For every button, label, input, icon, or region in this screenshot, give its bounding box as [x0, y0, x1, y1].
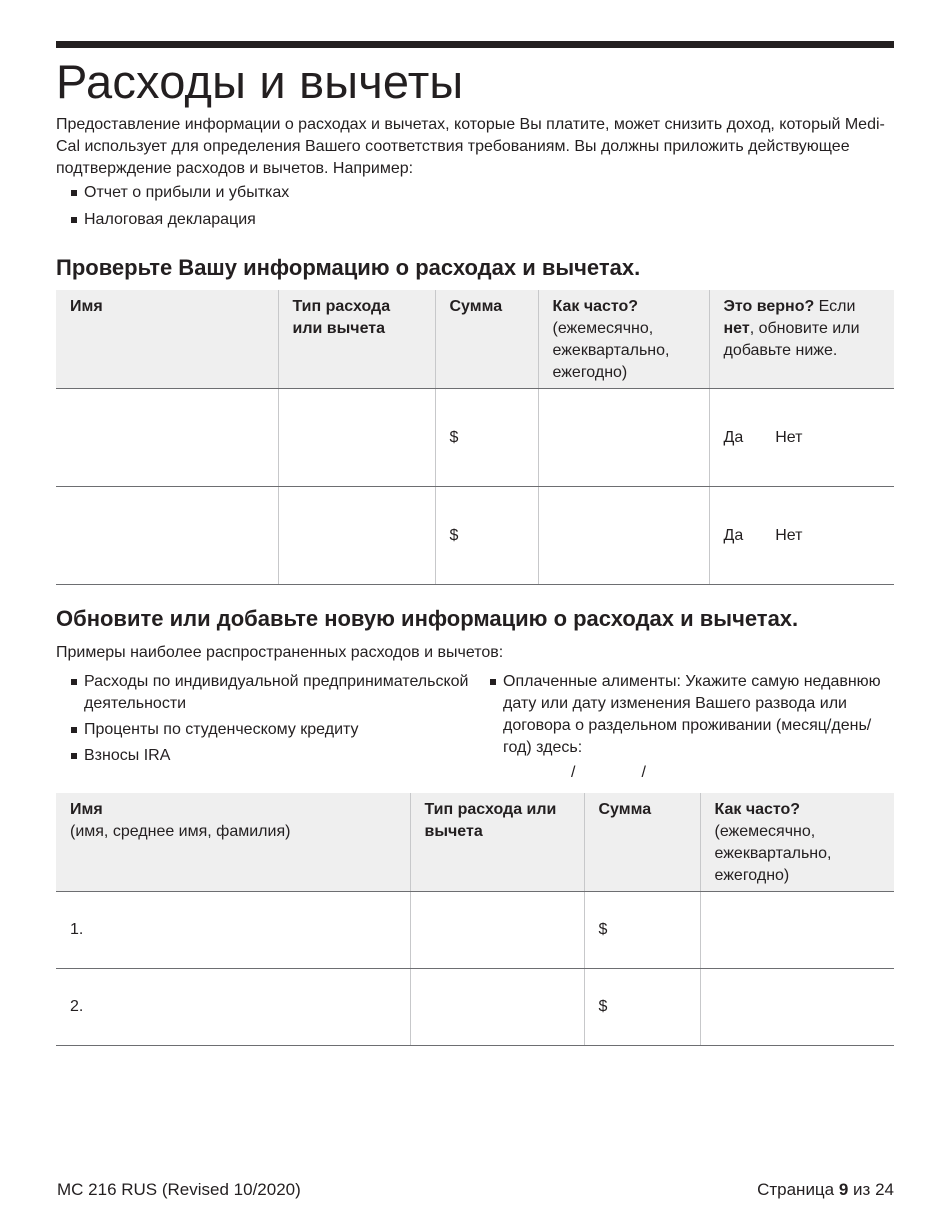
examples-intro: Примеры наиболее распространенных расходов и вычетов: [56, 644, 504, 661]
col-frequency: Как часто? (ежемесячно, ежеквартально, ежегодно) [700, 793, 894, 892]
type-cell[interactable] [410, 969, 584, 1046]
correct-cell [709, 389, 894, 487]
example-item: Оплаченные алименты: Укажите самую недавнюю дату или дату изменения Вашего развода или договора о раздельном проживании (месяц/день/год) здесь: [489, 671, 894, 759]
frequency-cell[interactable] [538, 487, 709, 585]
currency-symbol: $ [598, 921, 608, 938]
col-name: Имя (имя, среднее имя, фамилия) [56, 793, 410, 892]
intro-paragraph: Предоставление информации о расходах и вычетах, которые Вы платите, может снизить доход, который Medi-Cal использует для определения Вашего соответствия требованиям. Вы должны приложить действующее подтверждение расходов и вычетов. Например: [56, 116, 885, 177]
col-name: Имя [56, 290, 278, 389]
yes-option[interactable]: Да [723, 428, 744, 446]
example-item: Расходы по индивидуальной предпринимательской деятельности [70, 671, 470, 715]
currency-symbol: $ [598, 998, 608, 1015]
currency-symbol: $ [449, 526, 459, 544]
intro-bullet: Отчет о прибыли и убытках [70, 182, 570, 204]
row-number: 2. [70, 998, 84, 1015]
frequency-cell[interactable] [700, 969, 894, 1046]
form-id: MC 216 RUS (Revised 10/2020) [57, 1180, 301, 1199]
example-item: Взносы IRA [70, 745, 470, 767]
date-separator: / [571, 764, 576, 781]
review-table [56, 290, 894, 585]
type-cell[interactable] [278, 487, 435, 585]
amount-cell[interactable] [584, 892, 700, 969]
table-row [56, 892, 894, 969]
col-amount: Сумма [435, 290, 538, 389]
currency-symbol: $ [449, 428, 459, 446]
table-row [56, 969, 894, 1046]
page-title: Расходы и вычеты [56, 55, 464, 108]
row-number: 1. [70, 921, 84, 938]
col-correct: Это верно? Если нет, обновите или добавьте ниже. [709, 290, 894, 389]
type-cell[interactable] [410, 892, 584, 969]
examples-list-right [489, 671, 894, 759]
col-amount: Сумма [584, 793, 700, 892]
update-heading: Обновите или добавьте новую информацию о расходах и вычетах. [56, 606, 799, 631]
example-item: Проценты по студенческому кредиту [70, 719, 470, 741]
intro-bullet-list [70, 182, 570, 236]
examples-list-left [70, 671, 470, 771]
amount-cell[interactable] [584, 969, 700, 1046]
name-cell[interactable] [56, 487, 278, 585]
update-header-row [56, 793, 894, 892]
name-cell[interactable] [56, 969, 410, 1046]
col-frequency: Как часто? (ежемесячно, ежеквартально, ежегодно) [538, 290, 709, 389]
review-header-row [56, 290, 894, 389]
update-table [56, 793, 894, 1046]
col-type: Тип расхода или вычета [410, 793, 584, 892]
type-cell[interactable] [278, 389, 435, 487]
table-row [56, 487, 894, 585]
alimony-date-field[interactable] [565, 763, 646, 783]
correct-cell [709, 487, 894, 585]
intro-bullet: Налоговая декларация [70, 209, 570, 231]
amount-cell[interactable] [435, 487, 538, 585]
table-row [56, 389, 894, 487]
col-type: Тип расхода или вычета [278, 290, 435, 389]
no-option[interactable]: Нет [775, 526, 803, 544]
amount-cell[interactable] [435, 389, 538, 487]
name-cell[interactable] [56, 389, 278, 487]
page-number: Страница 9 из 24 [757, 1180, 894, 1199]
frequency-cell[interactable] [538, 389, 709, 487]
top-rule [56, 41, 894, 48]
no-option[interactable]: Нет [775, 428, 803, 446]
yes-option[interactable]: Да [723, 526, 744, 544]
date-separator: / [641, 764, 646, 781]
name-cell[interactable] [56, 892, 410, 969]
frequency-cell[interactable] [700, 892, 894, 969]
review-heading: Проверьте Вашу информацию о расходах и вычетах. [56, 255, 641, 280]
